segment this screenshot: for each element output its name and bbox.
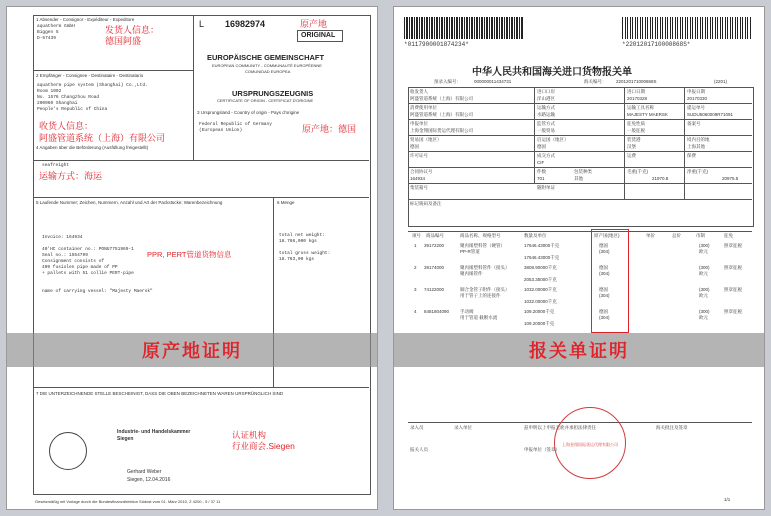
label-attached-docs: 随附单证	[537, 185, 555, 190]
th-name: 商品名称、规格型号	[460, 233, 501, 238]
label-marks: 标记唛码及备注	[410, 201, 442, 206]
chamber-stamp	[49, 432, 87, 470]
val-deal: CIF	[537, 160, 545, 165]
label-declarer: 报关人员	[410, 447, 428, 452]
footer-text: Gesetzmäßig mit Vorlage durch die Bundesfinanzdirektion Südost vom 01. März 2010, Z 4200 - 5 / 37 11	[35, 499, 221, 504]
val-vessel: MAJESTY MAERSK	[627, 112, 668, 117]
chamber-note: 认证机构 行业商会.Siegen	[232, 430, 295, 451]
left-banner: 原产地证明	[142, 341, 242, 361]
origin-highlight-box	[591, 229, 629, 333]
sender-address: aquatherm GmbH Biggen 5 D-57439	[37, 24, 75, 41]
origin-note: 原产地	[300, 19, 328, 29]
label-pieces: 件数	[537, 169, 546, 174]
eu-sub-1: EUROPEAN COMMUNITY - COMMUNAUTÉ EUROPÉENNE	[212, 63, 322, 68]
barcode-right: *2201201710000868S*	[622, 41, 691, 48]
val-consignee: 阿盛管道系统（上海）有限公司	[410, 96, 473, 101]
customs-no: 220120171000868S	[616, 79, 657, 84]
label-freight: 运费	[627, 153, 636, 158]
transport-note: 运输方式：海运	[39, 171, 103, 181]
label-destination: 境内目的地	[687, 137, 710, 142]
val-transport: 水路运输	[537, 112, 555, 117]
serial-number: 16982974	[225, 19, 266, 29]
label-entry-clerk: 录入员	[410, 425, 424, 430]
val-contract: 164934	[410, 176, 426, 181]
val-net: 20975.5	[722, 176, 739, 181]
invoice-number: Invoice: 164934	[42, 235, 83, 240]
issue-date: Siegen, 12.04.2016	[127, 477, 171, 483]
label-consignee: 收发货人	[410, 89, 428, 94]
label-declarant-seal: 申报单位（签章）	[524, 447, 560, 452]
field2-label: 2 Empfänger - Consignee - Destinataire - Destinatario	[36, 73, 144, 78]
val-port: 洋山港区	[537, 96, 555, 101]
label-declaration-statement: 兹申明以上申报无讹并承担法律责任	[524, 425, 596, 430]
cert-title: URSPRUNGSZEUGNIS	[232, 89, 314, 98]
field4-label: 4 Angaben über die Beförderung (Ausfüllung freigestellt)	[36, 145, 149, 150]
country-of-origin: Federal Republic of Germany (European Union)	[199, 122, 272, 133]
label-customs-note: 海关批注及签章	[656, 425, 688, 430]
customs-declaration-panel: *0117900001874234* *2201201710000868S* 中华人民共和国海关进口货物报关单 预录入编号： 000000011434731 海关编号： 220120171000868S (2201) 收发货人 阿盛管道系统（上海）有限公司 进口口岸 洋山港区 进口日期 20170328 申报日期 20170330 消费使用单位 阿盛管道系统（上海）有限公司 运输方式 水路运输 运输工具名称 MAJESTY MAERSK 提运单号 SUDU5060009R71091 申报单位 上海金翔国际货运代理有限公司 监管方式 一般贸易 征免性质 一般征税 备案号 贸易国（地区） 德国 启运国（地区） 德国 装货港 汉堡 境内目的地 上海其他 许可证号 成交方式 CIF 运费 保费 合同协议号 164934 件数 701 包装种类 其他 毛重(千克) 21970.8 净重(千克) 20975.5 集装箱号 随附单证 标记唛码及备注 项号 商品编号 商品名称、规格型号 数量及单位 原产国(地区) 单价 总价 币制 征免 1 39172200 聚丙烯塑料管（硬管） PP-R管道 17646.43000千克 17646.43000千克 德国 (304) (300) 欧元 照章征税 2 39174000 聚丙烯塑料管件（接头） 聚丙烯管件 3808.90000千克 2053.35000千克 德国 (304) (300) 欧元 照章征税 3 74122000 铜合金管子附件（接头） 用于管子上的连接件 1032.00000千克 1032.00000千克 德国 (304) (300) 欧元 照章征税 4 8481804090 手动阀 用于管道 截断水流 109.20000千克 109.20000千克 德国 (304) (300) 欧元 照章征税 报关单证明 录入员 录入单位 兹申明以上申报无讹并承担法律责任 海关批注及签章 报关人员 申报单位（签章） 上海金翔国际货运代理有限公司 1/1	[393, 6, 765, 510]
label-declarant: 申报单位	[410, 121, 428, 126]
page-no: (2201)	[714, 79, 728, 84]
val-declarant: 上海金翔国际货运代理有限公司	[410, 128, 473, 133]
th-currency: 币制	[696, 233, 705, 238]
goods-note: PPR, PERT管道货物信息	[147, 250, 232, 259]
original-label: ORIGINAL	[301, 32, 336, 39]
chamber-name: Industrie- und Handelskammer Siegen	[117, 429, 191, 442]
consignee-address: aquatherm pipe system (Shanghai) Co.,Ltd. Room 1002 No. 1576 Changzhou Road 200060 Shanghai People's Republic of China	[37, 83, 148, 112]
val-trade-country: 德国	[410, 144, 419, 149]
label-loading-port: 装货港	[627, 137, 641, 142]
val-bl: SUDU5060009R71091	[687, 112, 734, 117]
th-code: 商品编号	[426, 233, 444, 238]
label-consumer: 消费使用单位	[410, 105, 437, 110]
val-loading-port: 汉堡	[627, 144, 636, 149]
customs-no-label: 海关编号：	[584, 79, 607, 84]
val-destination: 上海其他	[687, 144, 705, 149]
certificate-of-origin-panel	[6, 6, 378, 510]
country-note: 原产地：德国	[302, 124, 357, 134]
goods-description: 40'HC container no.: PONU7751969-1 Seal no.: 1554799 Consignment consists of 409 fusiolen pipe made of PP + pallets with 51 collie PERT-pipe	[42, 247, 134, 276]
pre-no-label: 预录入编号：	[434, 79, 461, 84]
vessel-name: name of carrying vessel: "Majesty Maersk"	[42, 289, 153, 294]
label-contract: 合同协议号	[410, 169, 433, 174]
val-declare-date: 20170330	[687, 96, 708, 101]
label-entry-unit: 录入单位	[454, 425, 472, 430]
cert-sub: CERTIFICATE OF ORIGIN - CERTIFICAT D'ORIGINE	[217, 98, 314, 103]
val-package: 其他	[574, 176, 583, 181]
label-levy: 征免性质	[627, 121, 645, 126]
label-supervision: 监管方式	[537, 121, 555, 126]
label-deal: 成交方式	[537, 153, 555, 158]
label-depart-country: 启运国（地区）	[537, 137, 569, 142]
label-trade-country: 贸易国（地区）	[410, 137, 442, 142]
val-supervision: 一般贸易	[537, 128, 555, 133]
label-gross: 毛重(千克)	[627, 169, 648, 174]
val-consumer: 阿盛管道系统（上海）有限公司	[410, 112, 473, 117]
eu-sub-2: COMUNIDAD EUROPEA	[245, 69, 291, 74]
serial-prefix: L	[199, 19, 205, 29]
net-weight: total net weight: 18.766,000 kgs	[279, 233, 325, 244]
field6-label: 6 Menge	[277, 200, 295, 205]
label-port: 进口口岸	[537, 89, 555, 94]
label-insurance: 保费	[687, 153, 696, 158]
seal-text: 上海金翔国际货运代理有限公司	[562, 442, 618, 447]
val-levy: 一般征税	[627, 128, 645, 133]
gross-weight: total gross weight: 18.763,00 kgs	[279, 251, 331, 262]
field1-label: 1 Absender - Consignor - Expéditeur - Expeditore	[36, 17, 135, 22]
label-declare-date: 申报日期	[687, 89, 705, 94]
pre-no: 000000011434731	[474, 79, 512, 84]
label-bl: 提运单号	[687, 105, 705, 110]
val-import-date: 20170328	[627, 96, 648, 101]
barcode-right-bars	[622, 17, 752, 39]
label-record: 备案号	[687, 121, 701, 126]
field7-label: 7 DIE UNTERZEICHNENDE STELLE BESCHEINIGT, DASS DIE OBEN BEZEICHNETEN WAREN URSPRÜNGLICH SIND	[36, 391, 284, 396]
label-transport: 运输方式	[537, 105, 555, 110]
th-exempt: 征免	[724, 233, 733, 238]
label-net: 净重(千克)	[687, 169, 708, 174]
declaration-title: 中华人民共和国海关进口货物报关单	[472, 67, 632, 78]
label-import-date: 进口日期	[627, 89, 645, 94]
th-unit-price: 单价	[646, 233, 655, 238]
label-license: 许可证号	[410, 153, 428, 158]
label-container: 集装箱号	[410, 185, 428, 190]
right-banner: 报关单证明	[529, 341, 629, 361]
th-total: 总价	[672, 233, 681, 238]
barcode-left-bars	[404, 17, 524, 39]
val-pieces: 701	[537, 176, 545, 181]
val-gross: 21970.8	[652, 176, 669, 181]
transport-mode: seafreight	[42, 163, 70, 168]
th-no: 项号	[412, 233, 421, 238]
sender-note: 发货人信息： 德国阿盛	[105, 25, 160, 46]
label-package: 包装种类	[574, 169, 592, 174]
consignee-note: 收货人信息： 阿盛管道系统（上海）有限公司	[39, 121, 166, 143]
val-depart-country: 德国	[537, 144, 546, 149]
barcode-left: *0117900001874234*	[404, 41, 469, 48]
label-vessel: 运输工具名称	[627, 105, 654, 110]
field5-label: 5 Laufende Nummer; Zeichen, Nummern, Anzahl und Art der Packstücke; Warenbezeichnung	[36, 200, 223, 205]
signer: Gerhard Weber	[127, 469, 162, 475]
th-origin: 原产国(地区)	[594, 233, 620, 238]
field3-label: 3 Ursprungsland - Country of origin - Pays d'origine	[197, 110, 300, 115]
th-qty: 数量及单位	[524, 233, 547, 238]
page-indicator: 1/1	[724, 497, 731, 502]
eu-title: EUROPÄISCHE GEMEINSCHAFT	[207, 53, 325, 62]
